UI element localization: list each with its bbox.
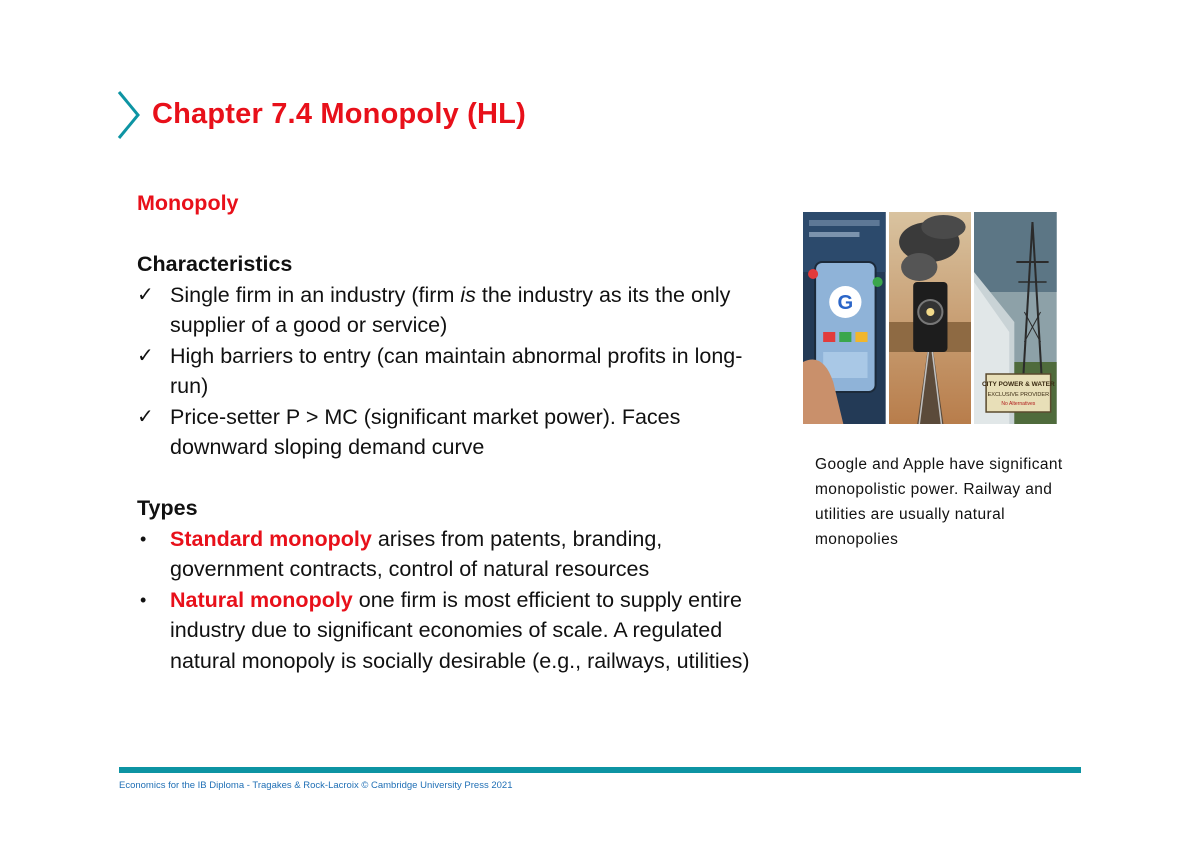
svg-text:No Alternatives: No Alternatives — [1001, 401, 1036, 407]
footer-divider — [119, 767, 1081, 773]
google-logo: G — [837, 292, 854, 314]
power-utility-image — [974, 212, 1057, 424]
bullet-icon: • — [140, 528, 147, 549]
list-item: ✓ Price-setter P > MC (significant market power). Faces downward sloping demand curve — [137, 402, 777, 463]
svg-text:EXCLUSIVE PROVIDER: EXCLUSIVE PROVIDER — [987, 392, 1050, 398]
section-heading: Monopoly — [137, 191, 239, 215]
image-caption: Google and Apple have significant monopolistic power. Railway and utilities are usually natural monopolies — [815, 456, 1063, 548]
list-item: ✓ High barriers to entry (can maintain abnormal profits in long-run) — [137, 341, 777, 402]
list-item: • Standard monopoly arises from patents, branding, government contracts, control of natural resources — [137, 524, 777, 585]
characteristics-list — [137, 280, 777, 463]
footer-credit: Economics for the IB Diploma - Tragakes & Rock-Lacroix © Cambridge University Press 2021 — [119, 780, 513, 791]
checkmark-icon: ✓ — [137, 344, 154, 367]
list-item: ✓ Single firm in an industry (firm is the industry as its the only supplier of a good or service) — [137, 280, 777, 341]
checkmark-icon: ✓ — [137, 405, 154, 428]
chevron-right-icon — [114, 90, 144, 140]
slide-title: Chapter 7.4 Monopoly (HL) — [152, 98, 526, 130]
checkmark-icon: ✓ — [137, 283, 154, 306]
svg-text:CITY POWER & WATER: CITY POWER & WATER — [982, 381, 1056, 388]
train-image — [889, 212, 972, 424]
list-item: • Natural monopoly one firm is most efficient to supply entire industry due to significant economies of scale. A regulated natural monopoly is socially desirable (e.g., railways, utilities) — [137, 585, 777, 677]
types-list — [137, 524, 777, 677]
bullet-icon: • — [140, 589, 147, 610]
slide-body — [137, 188, 777, 676]
characteristics-heading: Characteristics — [137, 252, 293, 276]
monopoly-illustration — [803, 212, 1057, 424]
smartphone-image — [803, 212, 886, 424]
types-heading: Types — [137, 496, 198, 520]
